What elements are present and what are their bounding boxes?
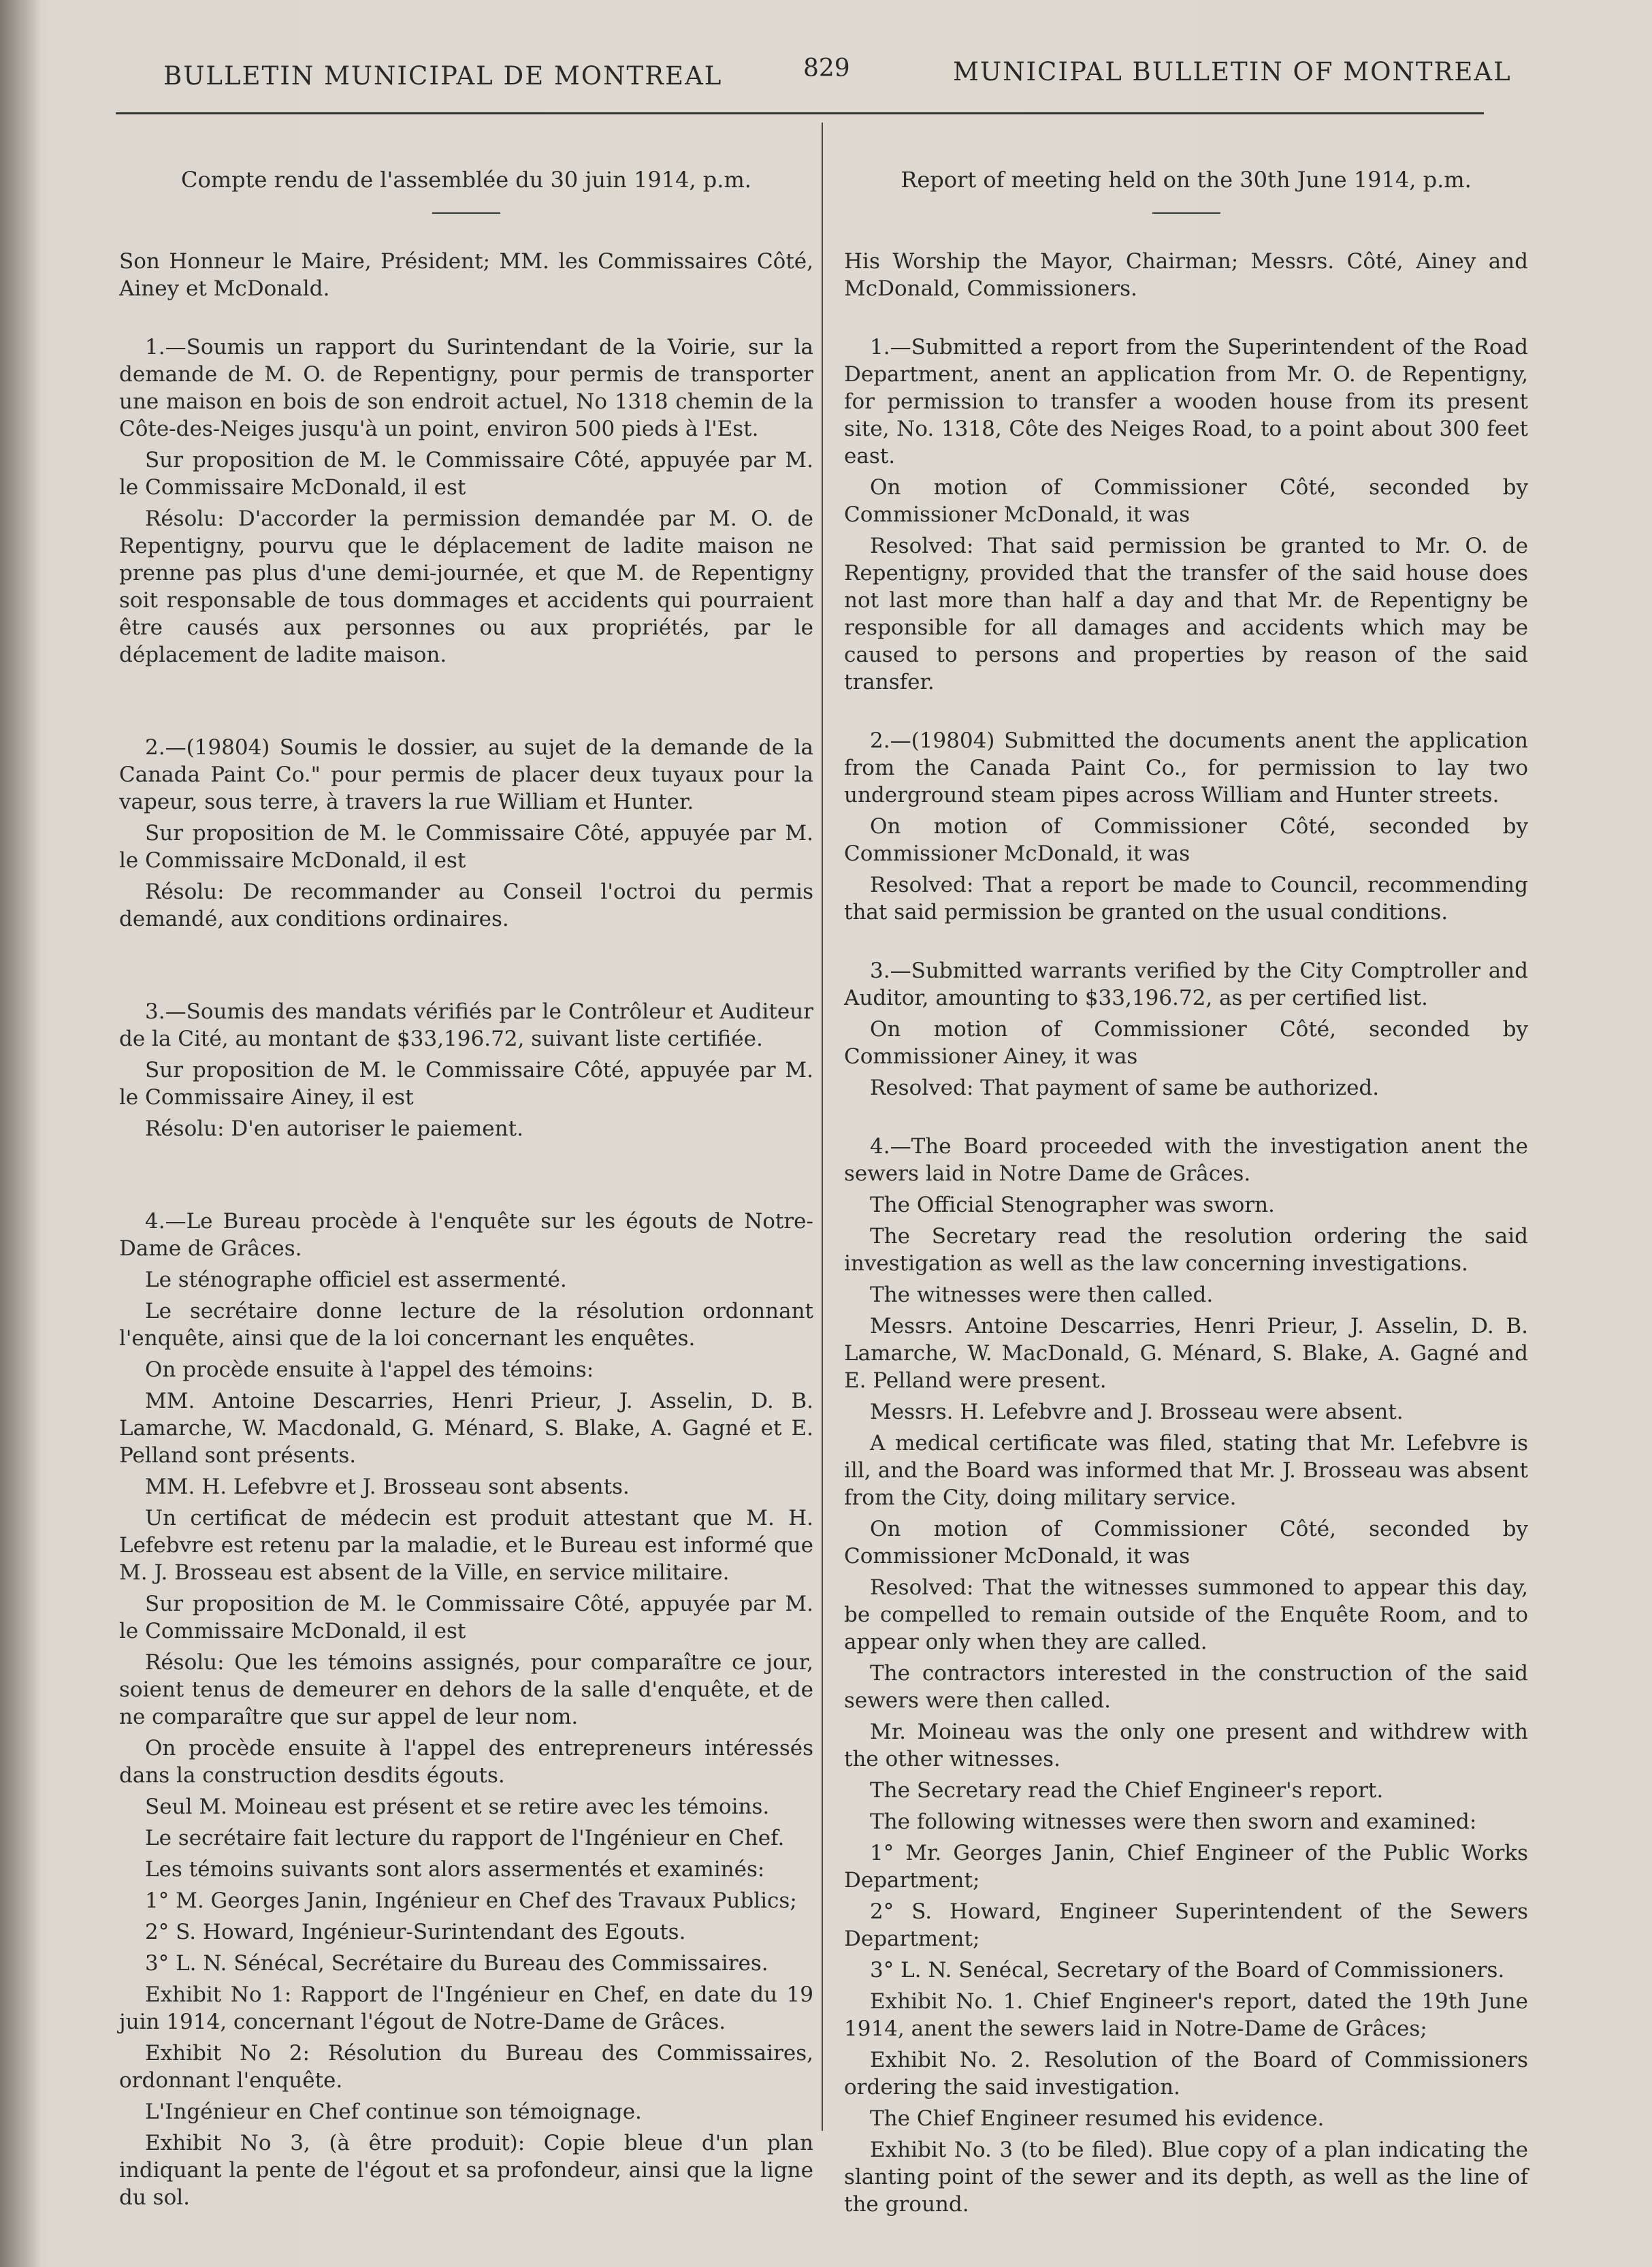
french-paragraph: Son Honneur le Maire, Président; MM. les Commissaires Côté, Ainey et McDonald. — [119, 249, 813, 301]
english-paragraph: His Worship the Mayor, Chairman; Messrs. Côté, Ainey and McDonald, Commissioners. — [844, 249, 1528, 301]
french-paragraph: Résolu: D'accorder la permission demandée par M. O. de Repentigny, pourvu que le déplacement de ladite maison ne prenne pas plus d'une demi-journée, et que M. de Repentigny soit responsable de tous dommages et accidents qui pourraient être causés aux personnes ou aux propriétés, par le déplacement de ladite maison. — [119, 507, 813, 667]
english-paragraph: The witnesses were then called. — [870, 1283, 1214, 1307]
english-paragraph: Resolved: That payment of same be authorized. — [870, 1076, 1380, 1100]
french-paragraph: Le sténographe officiel est assermenté. — [145, 1268, 567, 1292]
french-paragraph: Résolu: De recommander au Conseil l'octroi du permis demandé, aux conditions ordinaires. — [119, 880, 813, 931]
english-paragraph: The following witnesses were then sworn and examined: — [870, 1810, 1477, 1834]
french-paragraph: L'Ingénieur en Chef continue son témoignage. — [145, 2100, 642, 2124]
french-paragraph: Résolu: Que les témoins assignés, pour comparaître ce jour, soient tenus de demeurer en dehors de la salle d'enquête, et de ne comparaître que sur appel de leur nom. — [119, 1650, 813, 1729]
french-paragraph: Exhibit No 2: Résolution du Bureau des Commissaires, ordonnant l'enquête. — [119, 2041, 813, 2093]
english-paragraph: 4.—The Board proceeded with the investigation anent the sewers laid in Notre Dame de Grâces. — [844, 1134, 1528, 1186]
english-paragraph: Exhibit No. 1. Chief Engineer's report, dated the 19th June 1914, anent the sewers laid in Notre-Dame de Grâces; — [844, 1989, 1528, 2041]
french-paragraph: Le secrétaire fait lecture du rapport de l'Ingénieur en Chef. — [145, 1826, 785, 1850]
english-column — [844, 157, 1528, 2222]
french-paragraph: Un certificat de médecin est produit attestant que M. H. Lefebvre est retenu par la maladie, et le Bureau est informé que M. J. Brosseau est absent de la Ville, en service militaire. — [119, 1506, 813, 1585]
french-paragraph: Seul M. Moineau est présent et se retire avec les témoins. — [145, 1795, 770, 1819]
french-paragraph: 2° S. Howard, Ingénieur-Surintendant des Egouts. — [145, 1920, 686, 1944]
english-paragraph: Messrs. H. Lefebvre and J. Brosseau were absent. — [870, 1400, 1404, 1424]
french-paragraph: Exhibit No 1: Rapport de l'Ingénieur en Chef, en date du 19 juin 1914, concernant l'égout de Notre-Dame de Grâces. — [119, 1982, 813, 2034]
english-paragraph: Resolved: That the witnesses summoned to appear this day, be compelled to remain outside of the Enquête Room, and to appear only when they are called. — [844, 1575, 1528, 1654]
french-paragraph: Sur proposition de M. le Commissaire Côté, appuyée par M. le Commissaire McDonald, il est — [119, 448, 813, 500]
english-paragraph: 1.—Submitted a report from the Superintendent of the Road Department, anent an application from Mr. O. de Repentigny, for permission to transfer a wooden house from its present site, No. 1318, Côte des Neiges Road, to a point about 300 feet east. — [844, 335, 1528, 468]
english-paragraph: 3° L. N. Senécal, Secretary of the Board of Commissioners. — [870, 1958, 1505, 1982]
english-paragraph: On motion of Commissioner Côté, seconded by Commissioner Ainey, it was — [844, 1017, 1528, 1069]
english-paragraph: The Secretary read the Chief Engineer's report. — [870, 1778, 1384, 1803]
french-paragraph: Sur proposition de M. le Commissaire Côté, appuyée par M. le Commissaire Ainey, il est — [119, 1058, 813, 1110]
english-paragraph: The contractors interested in the construction of the said sewers were then called. — [844, 1661, 1528, 1713]
english-paragraph: Resolved: That said permission be granted to Mr. O. de Repentigny, provided that the transfer of the said house does not last more than half a day and that Mr. de Repentigny be responsible for all damages and accidents which may be caused to persons and properties by reason of the said transfer. — [844, 534, 1528, 694]
english-title-rule — [1152, 212, 1220, 214]
french-paragraph: Sur proposition de M. le Commissaire Côté, appuyée par M. le Commissaire McDonald, il est — [119, 1592, 813, 1643]
french-paragraph: 3° L. N. Sénécal, Secrétaire du Bureau des Commissaires. — [145, 1951, 768, 1976]
french-paragraph: MM. H. Lefebvre et J. Brosseau sont absents. — [145, 1475, 630, 1499]
english-paragraph: The Chief Engineer resumed his evidence. — [870, 2106, 1325, 2131]
header-right-title: MUNICIPAL BULLETIN OF MONTREAL — [953, 57, 1512, 86]
english-paragraph: Exhibit No. 2. Resolution of the Board of Commissioners ordering the said investigation. — [844, 2048, 1528, 2100]
english-paragraph: 3.—Submitted warrants verified by the City Comptroller and Auditor, amounting to $33,196.72, as per certified list. — [844, 959, 1528, 1010]
french-column — [119, 157, 813, 2215]
header-rule — [116, 112, 1484, 114]
english-paragraph: 2° S. Howard, Engineer Superintendent of the Sewers Department; — [844, 1899, 1528, 1951]
english-paragraph: Resolved: That a report be made to Council, recommending that said permission be granted on the usual conditions. — [844, 873, 1528, 925]
english-paragraph: A medical certificate was filed, stating that Mr. Lefebvre is ill, and the Board was informed that Mr. J. Brosseau was absent from the City, doing military service. — [844, 1431, 1528, 1510]
english-paragraph: Mr. Moineau was the only one present and withdrew with the other witnesses. — [844, 1720, 1528, 1771]
french-title: Compte rendu de l'assemblée du 30 juin 1914, p.m. — [181, 167, 751, 193]
french-paragraph: On procède ensuite à l'appel des entrepreneurs intéressés dans la construction desdits égouts. — [119, 1736, 813, 1788]
french-paragraph: 3.—Soumis des mandats vérifiés par le Contrôleur et Auditeur de la Cité, au montant de $33,196.72, suivant liste certifiée. — [119, 999, 813, 1051]
english-title: Report of meeting held on the 30th June 1914, p.m. — [901, 167, 1472, 193]
french-paragraph: 1.—Soumis un rapport du Surintendant de la Voirie, sur la demande de M. O. de Repentigny, pour permis de transporter une maison en bois de son endroit actuel, No 1318 chemin de la Côte-des-Neiges jusqu'à un point, environ 500 pieds à l'Est. — [119, 335, 813, 441]
english-paragraph: On motion of Commissioner Côté, seconded by Commissioner McDonald, it was — [844, 1517, 1528, 1569]
french-paragraph: 2.—(19804) Soumis le dossier, au sujet de la demande de la Canada Paint Co." pour permis de placer deux tuyaux pour la vapeur, sous terre, à travers la rue William et Hunter. — [119, 735, 813, 814]
french-paragraph: Exhibit No 3, (à être produit): Copie bleue d'un plan indiquant la pente de l'égout et sa profondeur, ainsi que la ligne du sol. — [119, 2131, 813, 2210]
french-paragraph: Résolu: D'en autoriser le paiement. — [145, 1116, 523, 1141]
french-title-rule — [432, 212, 500, 214]
page-spine-shadow — [0, 0, 41, 2267]
english-paragraph: Messrs. Antoine Descarries, Henri Prieur, J. Asselin, D. B. Lamarche, W. MacDonald, G. Ménard, S. Blake, A. Gagné and E. Pelland were present. — [844, 1314, 1528, 1393]
page-header — [136, 54, 1550, 109]
french-paragraph: Sur proposition de M. le Commissaire Côté, appuyée par M. le Commissaire McDonald, il est — [119, 821, 813, 873]
french-paragraph: MM. Antoine Descarries, Henri Prieur, J. Asselin, D. B. Lamarche, W. Macdonald, G. Ménard, S. Blake, A. Gagné et E. Pelland sont présents. — [119, 1389, 813, 1468]
english-paragraph: The Official Stenographer was sworn. — [870, 1193, 1275, 1217]
english-paragraph: 1° Mr. Georges Janin, Chief Engineer of the Public Works Department; — [844, 1841, 1528, 1893]
french-paragraph: 1° M. Georges Janin, Ingénieur en Chef des Travaux Publics; — [145, 1888, 797, 1913]
english-paragraph: On motion of Commissioner Côté, seconded by Commissioner McDonald, it was — [844, 814, 1528, 866]
french-paragraph: 4.—Le Bureau procède à l'enquête sur les égouts de Notre-Dame de Grâces. — [119, 1209, 813, 1261]
french-paragraph: Les témoins suivants sont alors assermentés et examinés: — [145, 1857, 765, 1882]
french-paragraph: On procède ensuite à l'appel des témoins: — [145, 1357, 594, 1382]
english-paragraph: The Secretary read the resolution ordering the said investigation as well as the law concerning investigations. — [844, 1224, 1528, 1276]
french-paragraph: Le secrétaire donne lecture de la résolution ordonnant l'enquête, ainsi que de la loi concernant les enquêtes. — [119, 1299, 813, 1351]
english-paragraph: 2.—(19804) Submitted the documents anent the application from the Canada Paint Co., for permission to lay two underground steam pipes across William and Hunter streets. — [844, 728, 1528, 807]
page-number: 829 — [803, 54, 850, 82]
english-paragraph: Exhibit No. 3 (to be filed). Blue copy of a plan indicating the slanting point of the sewer and its depth, as well as the line of the ground. — [844, 2138, 1528, 2217]
header-left-title: BULLETIN MUNICIPAL DE MONTREAL — [163, 61, 723, 91]
column-divider — [822, 123, 823, 2131]
english-paragraph: On motion of Commissioner Côté, seconded by Commissioner McDonald, it was — [844, 475, 1528, 527]
